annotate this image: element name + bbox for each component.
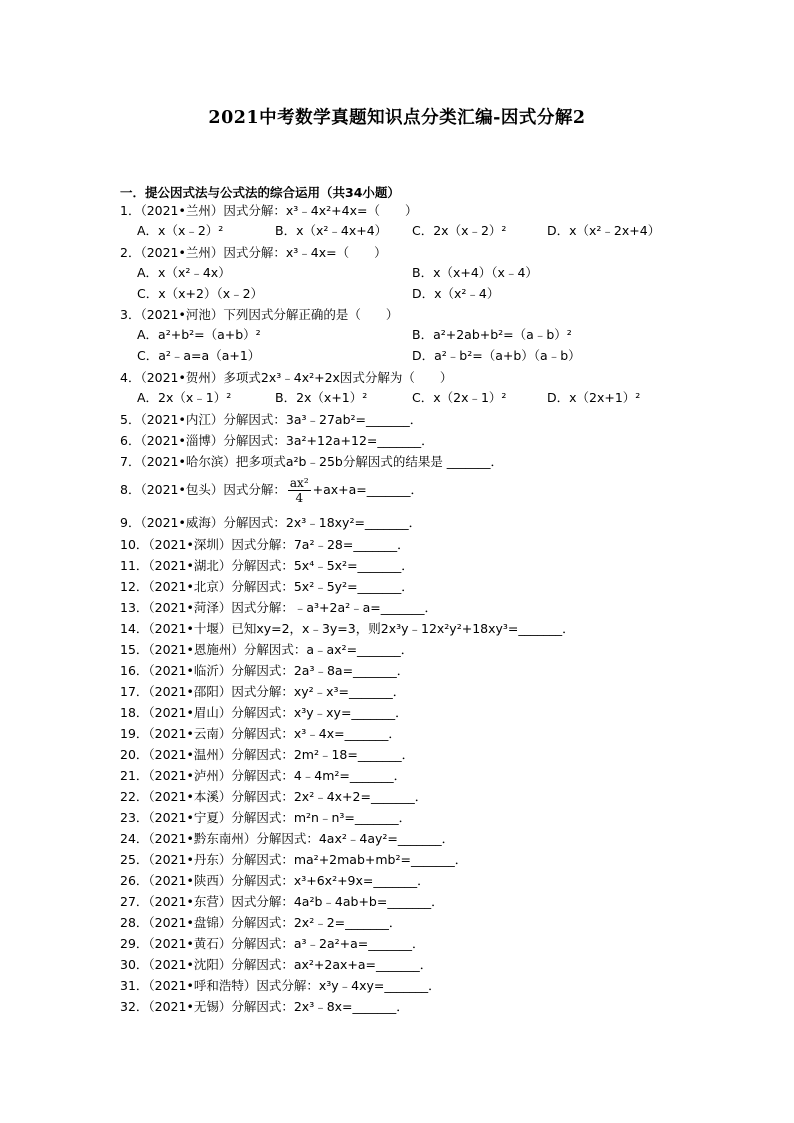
fraction-numerator: ax² (289, 476, 309, 490)
question-4-option-a[interactable]: A．2x（x﹣1）² (137, 390, 232, 405)
question-30: 30．（2021•沈阳）分解因式：ax²+2ax+a=_______． (120, 957, 433, 972)
question-6: 6．（2021•淄博）分解因式：3a²+12a+12=_______． (120, 433, 434, 448)
question-27: 27．（2021•东营）因式分解：4a²b﹣4ab+b=_______． (120, 894, 444, 909)
question-10: 10．（2021•深圳）因式分解：7a²﹣28=_______． (120, 537, 410, 552)
question-3-option-b[interactable]: B．a²+2ab+b²=（a﹣b）² (412, 327, 572, 342)
question-1-stem: 1．（2021•兰州）因式分解：x³﹣4x²+4x=（ ） (120, 203, 418, 218)
question-28: 28．（2021•盘锦）分解因式：2x²﹣2=_______． (120, 915, 402, 930)
question-13: 13．（2021•菏泽）因式分解：﹣a³+2a²﹣a=_______． (120, 600, 437, 615)
question-20: 20．（2021•温州）分解因式：2m²﹣18=_______． (120, 747, 415, 762)
question-1-option-b[interactable]: B．x（x²﹣4x+4） (275, 223, 388, 238)
question-1-option-d[interactable]: D．x（x²﹣2x+4） (547, 223, 661, 238)
question-15: 15．（2021•恩施州）分解因式：a﹣ax²=_______． (120, 642, 414, 657)
question-19: 19．（2021•云南）分解因式：x³﹣4x=_______． (120, 726, 401, 741)
question-11: 11．（2021•湖北）分解因式：5x⁴﹣5x²=_______． (120, 558, 414, 573)
question-8-fraction (288, 476, 311, 505)
question-8-suffix: +ax+a=_______． (312, 482, 424, 497)
question-25: 25．（2021•丹东）分解因式：ma²+2mab+mb²=_______． (120, 852, 468, 867)
question-22: 22．（2021•本溪）分解因式：2x²﹣4x+2=_______． (120, 789, 428, 804)
question-17: 17．（2021•邵阳）因式分解：xy²﹣x³=_______． (120, 684, 406, 699)
question-9: 9．（2021•威海）分解因式：2x³﹣18xy²=_______． (120, 515, 422, 530)
question-4-option-b[interactable]: B．2x（x+1）² (275, 390, 368, 405)
question-32: 32．（2021•无锡）分解因式：2x³﹣8x=_______． (120, 999, 409, 1014)
question-1-option-a[interactable]: A．x（x﹣2）² (137, 223, 224, 238)
question-23: 23．（2021•宁夏）分解因式：m²n﹣n³=_______． (120, 810, 412, 825)
question-3-option-d[interactable]: D．a²﹣b²=（a+b）（a﹣b） (412, 348, 581, 363)
question-2-stem: 2．（2021•兰州）因式分解：x³﹣4x=（ ） (120, 245, 387, 260)
question-14: 14．（2021•十堰）已知xy=2，x﹣3y=3，则2x³y﹣12x²y²+18xy³=_______． (120, 621, 575, 636)
question-4-option-c[interactable]: C．x（2x﹣1）² (412, 390, 507, 405)
question-3-option-c[interactable]: C．a²﹣a=a（a+1） (137, 348, 261, 363)
question-18: 18．（2021•眉山）分解因式：x³y﹣xy=_______． (120, 705, 408, 720)
page-title: 2021中考数学真题知识点分类汇编-因式分解2 (208, 108, 586, 128)
question-8-prefix: 8．（2021•包头）因式分解： (120, 482, 286, 497)
section-heading: 一．提公因式法与公式法的综合运用（共34小题） (120, 185, 400, 200)
question-2-option-c[interactable]: C．x（x+2）（x﹣2） (137, 286, 264, 301)
question-2-option-b[interactable]: B．x（x+4）（x﹣4） (412, 265, 538, 280)
question-21: 21．（2021•泸州）分解因式：4﹣4m²=_______． (120, 768, 407, 783)
question-5: 5．（2021•内江）分解因式：3a³﹣27ab²=_______． (120, 412, 423, 427)
question-4-option-d[interactable]: D．x（2x+1）² (547, 390, 641, 405)
question-7: 7．（2021•哈尔滨）把多项式a²b﹣25b分解因式的结果是 _______． (120, 454, 504, 469)
question-4-stem: 4．（2021•贺州）多项式2x³﹣4x²+2x因式分解为（ ） (120, 370, 453, 385)
question-2-option-d[interactable]: D．x（x²﹣4） (412, 286, 500, 301)
question-16: 16．（2021•临沂）分解因式：2a³﹣8a=_______． (120, 663, 410, 678)
fraction-denominator: 4 (295, 491, 304, 505)
question-12: 12．（2021•北京）分解因式：5x²﹣5y²=_______． (120, 579, 414, 594)
question-29: 29．（2021•黄石）分解因式：a³﹣2a²+a=_______． (120, 936, 425, 951)
question-31: 31．（2021•呼和浩特）因式分解：x³y﹣4xy=_______． (120, 978, 441, 993)
question-8 (120, 472, 423, 508)
question-3-option-a[interactable]: A．a²+b²=（a+b）² (137, 327, 261, 342)
question-1-option-c[interactable]: C．2x（x﹣2）² (412, 223, 507, 238)
question-3-stem: 3．（2021•河池）下列因式分解正确的是（ ） (120, 307, 399, 322)
question-2-option-a[interactable]: A．x（x²﹣4x） (137, 265, 231, 280)
question-26: 26．（2021•陕西）分解因式：x³+6x²+9x=_______． (120, 873, 430, 888)
question-24: 24．（2021•黔东南州）分解因式：4ax²﹣4ay²=_______． (120, 831, 455, 846)
